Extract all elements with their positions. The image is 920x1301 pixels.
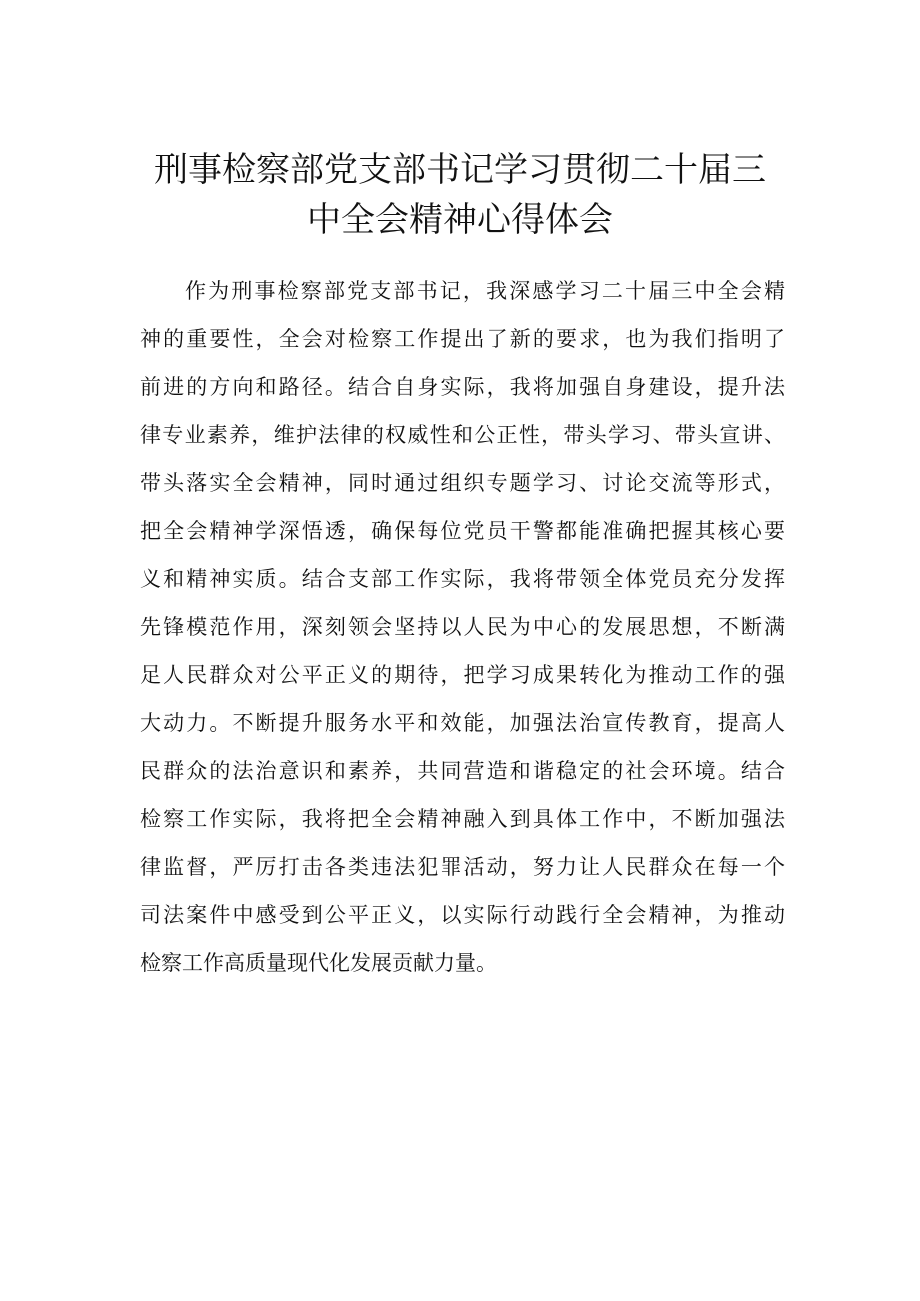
body-line: 检察工作高质量现代化发展贡献力量。 <box>140 951 497 975</box>
body-line: 民群众的法治意识和素养，共同营造和谐稳定的社会环境。结合 <box>140 759 785 783</box>
body-line: 带头落实全会精神，同时通过组织专题学习、讨论交流等形式， <box>140 471 785 495</box>
body-line: 义和精神实质。结合支部工作实际，我将带领全体党员充分发挥 <box>140 567 785 591</box>
title-line-2: 中全会精神心得体会 <box>307 200 613 240</box>
document-title <box>100 145 820 245</box>
document-body <box>140 267 785 987</box>
body-line: 大动力。不断提升服务水平和效能，加强法治宣传教育，提高人 <box>140 711 785 735</box>
body-line: 把全会精神学深悟透，确保每位党员干警都能准确把握其核心要 <box>140 519 785 543</box>
body-line: 神的重要性，全会对检察工作提出了新的要求，也为我们指明了 <box>140 327 785 351</box>
body-line: 律专业素养，维护法律的权威性和公正性，带头学习、带头宣讲、 <box>140 423 785 447</box>
body-line: 律监督，严厉打击各类违法犯罪活动，努力让人民群众在每一个 <box>140 855 785 879</box>
body-line: 作为刑事检察部党支部书记，我深感学习二十届三中全会精 <box>185 279 785 303</box>
body-line: 先锋模范作用，深刻领会坚持以人民为中心的发展思想，不断满 <box>140 615 785 639</box>
title-line-1: 刑事检察部党支部书记学习贯彻二十届三 <box>154 150 766 190</box>
body-line: 司法案件中感受到公平正义，以实际行动践行全会精神，为推动 <box>140 903 785 927</box>
body-line: 前进的方向和路径。结合自身实际，我将加强自身建设，提升法 <box>140 375 785 399</box>
body-line: 检察工作实际，我将把全会精神融入到具体工作中，不断加强法 <box>140 807 785 831</box>
body-line: 足人民群众对公平正义的期待，把学习成果转化为推动工作的强 <box>140 663 785 687</box>
